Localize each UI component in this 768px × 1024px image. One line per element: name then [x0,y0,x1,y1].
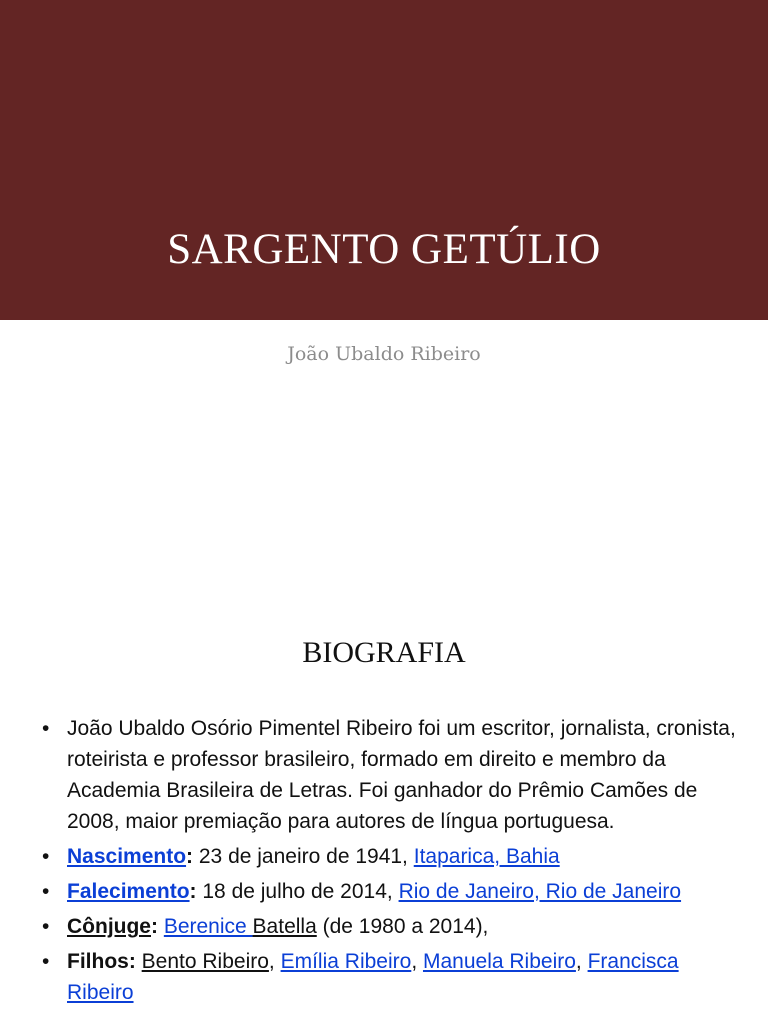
section-heading: BIOGRAFIA [302,636,466,669]
death-label-link[interactable]: Falecimento [67,880,190,903]
birth-colon: : [186,845,194,868]
bullet-icon: • [42,880,50,903]
spouse-first-link[interactable]: Berenice [163,915,253,938]
child-name-1: Bento Ribeiro [141,950,269,973]
slide-subtitle: João Ubaldo Ribeiro [287,343,481,365]
death-place-link[interactable]: Rio de Janeiro, Rio de Janeiro [398,880,682,903]
bullet-icon: • [42,717,50,740]
slide-title: SARGENTO GETÚLIO [167,226,601,273]
list-item-birth [40,841,740,872]
child-link-4[interactable]: Francisca Ribeiro [67,950,679,1004]
list-item-intro [40,713,740,837]
death-date: 18 de julho de 2014, [196,880,399,903]
bullet-icon: • [42,845,50,868]
intro-text: João Ubaldo Osório Pimentel Ribeiro foi um escritor, jornalista, cronista, roteirista e professor brasileiro, formado em direito e membro da Academia Brasileira de Letras. Foi ganhador do Prêmio Camões de 2008, maior premiação para autores de língua portuguesa. [67,717,736,833]
child-link-3[interactable]: Manuela Ribeiro [422,950,576,973]
birth-place-link[interactable]: Itaparica, Bahia [413,845,560,868]
separator: , [411,950,423,973]
separator: , [575,950,588,973]
children-colon: : [128,950,142,973]
bullet-icon: • [42,915,50,938]
spouse-period: (de 1980 a 2014), [316,915,489,938]
list-item-children [40,946,740,1008]
list-item-death [40,876,740,907]
children-label: Filhos [67,950,129,973]
separator: , [268,950,281,973]
biography-list [40,713,740,1012]
spouse-colon: : [151,915,164,938]
child-link-2[interactable]: Emília Ribeiro [280,950,412,973]
bullet-icon: • [42,950,50,973]
spouse-last-name: Batella [252,915,317,938]
birth-date: 23 de janeiro de 1941, [193,845,414,868]
spouse-label: Cônjuge [67,915,151,938]
death-colon: : [189,880,197,903]
birth-label-link[interactable]: Nascimento [67,845,187,868]
list-item-spouse [40,911,740,942]
